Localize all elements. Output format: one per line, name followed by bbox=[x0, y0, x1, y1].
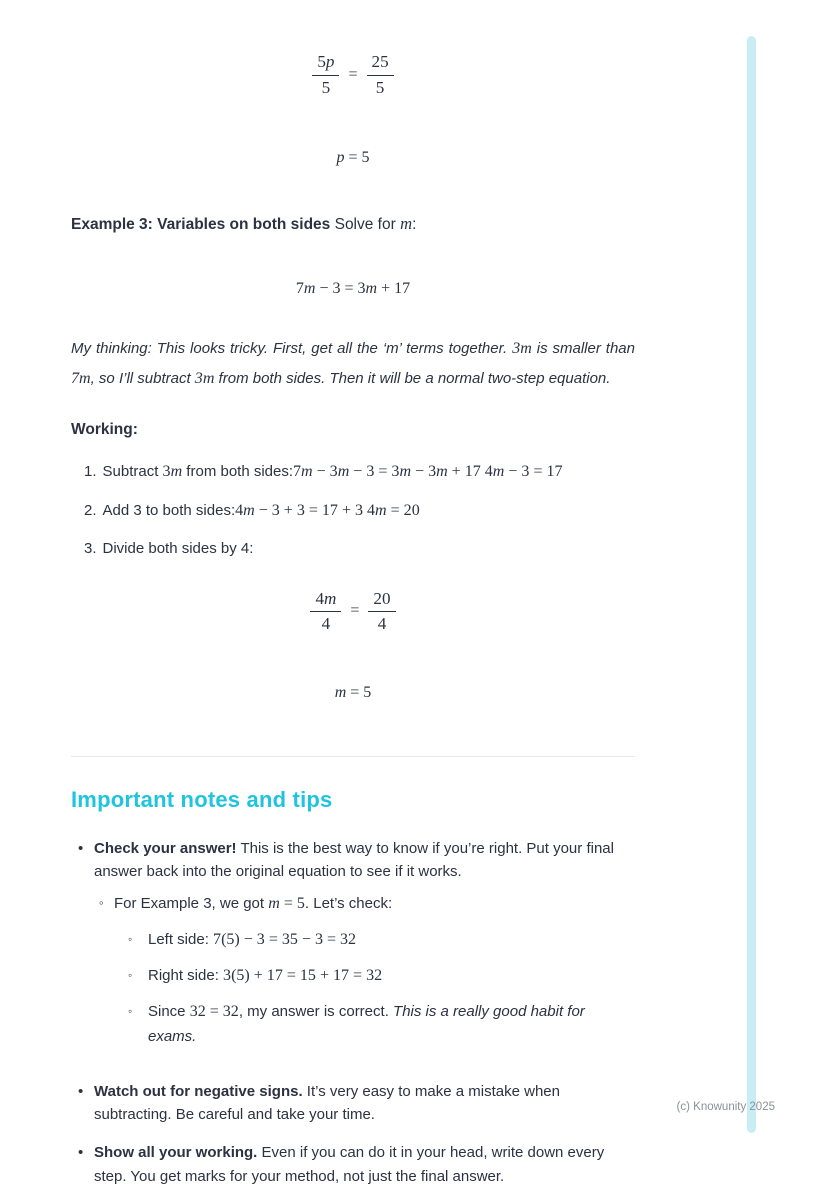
step-equation-math: 7m − 3m − 3 = 3m − 3m + 17 4m − 3 = 17 bbox=[293, 462, 563, 480]
copyright-footer: (c) Knowunity 2025 bbox=[676, 1101, 775, 1113]
decorative-side-bar bbox=[747, 36, 756, 1133]
check-math: 32 = 32 bbox=[189, 1002, 239, 1020]
sub-note-plain: . Let’s check: bbox=[304, 895, 393, 913]
check-plain: Right side: bbox=[148, 966, 224, 984]
step-equation-math: 4m − 3 + 3 = 17 + 3 4m = 20 bbox=[235, 501, 420, 519]
step-text bbox=[103, 499, 420, 524]
step-text bbox=[103, 537, 254, 560]
notes-heading: Important notes and tips bbox=[71, 786, 333, 812]
fraction-numerator: 20 bbox=[368, 589, 395, 613]
thinking-text: , so I’ll subtract bbox=[90, 369, 195, 387]
step-text-plain: from both sides: bbox=[182, 462, 294, 480]
working-label: Working: bbox=[71, 420, 138, 438]
example3-title-rest: Solve for bbox=[330, 215, 401, 233]
equals-sign: = bbox=[348, 65, 358, 83]
check-plain: Left side: bbox=[148, 931, 214, 949]
sub-note-plain: For Example 3, we got bbox=[114, 895, 269, 913]
bullet-icon bbox=[78, 1080, 94, 1127]
example3-title-punct: : bbox=[412, 215, 417, 233]
thinking-text: from both sides. Then it will be a normal two-step equation. bbox=[214, 369, 611, 387]
fraction-numerator: 5p bbox=[312, 52, 339, 76]
fraction-left bbox=[312, 52, 339, 98]
note-text bbox=[94, 837, 635, 1065]
sub-bullet-icon bbox=[99, 892, 114, 1059]
note-sub-bullet-example3-check bbox=[99, 892, 635, 1059]
check-plain: , my answer is correct. bbox=[238, 1002, 394, 1020]
fraction-right bbox=[368, 589, 395, 635]
check-conclusion-item bbox=[128, 1000, 635, 1048]
note-body-text: This is the best way to know if you’re right. Put your final answer back into the original equation to see if it works. bbox=[94, 839, 614, 880]
step-inline-math: 3m bbox=[162, 462, 183, 480]
check-conclusion-text bbox=[148, 1000, 635, 1048]
fraction-denominator: 5 bbox=[321, 77, 331, 97]
sub-bullet-icon bbox=[128, 964, 148, 989]
working-steps-list bbox=[71, 460, 635, 561]
note-body-text: It’s very easy to make a mistake when subtracting. Be careful and take your time. bbox=[94, 1082, 560, 1124]
fraction-denominator: 4 bbox=[321, 614, 331, 634]
sub-bullet-icon bbox=[128, 928, 148, 953]
equation-result-m: m = 5 bbox=[334, 683, 372, 701]
fraction-left bbox=[310, 589, 341, 635]
section-divider bbox=[71, 756, 635, 757]
step-text-plain: Divide both sides by 4: bbox=[102, 540, 254, 558]
thinking-math-7m: 7m bbox=[71, 369, 91, 387]
example3-heading bbox=[71, 211, 635, 237]
check-right-side-item bbox=[128, 964, 635, 989]
check-left-text bbox=[148, 928, 635, 953]
check-math: 3(5) + 17 = 15 + 17 = 32 bbox=[223, 966, 383, 984]
note-text bbox=[94, 1080, 635, 1127]
note-bold-lead: Check your answer! bbox=[94, 839, 237, 857]
content-column bbox=[71, 0, 635, 1203]
fraction-denominator: 5 bbox=[375, 77, 385, 97]
thinking-math-3m: 3m bbox=[512, 339, 532, 357]
check-left-side-item bbox=[128, 928, 635, 953]
note-bullet-check-answer bbox=[78, 837, 635, 1065]
thinking-math-3m-2: 3m bbox=[194, 369, 215, 387]
note-bold-lead: Show all your working. bbox=[94, 1144, 258, 1162]
sub-note-text bbox=[114, 892, 635, 1059]
example3-title-bold: Example 3: Variables on both sides bbox=[71, 215, 331, 233]
thinking-paragraph bbox=[71, 334, 635, 394]
step-number: 1. bbox=[84, 462, 97, 480]
equation-result-p: p = 5 bbox=[336, 149, 370, 167]
example3-variable: m bbox=[400, 213, 413, 233]
sub-note-math: m = 5 bbox=[268, 895, 305, 913]
step-item-2 bbox=[71, 499, 635, 524]
step-text-plain: Subtract bbox=[102, 462, 163, 480]
note-bold-lead: Watch out for negative signs. bbox=[94, 1082, 303, 1100]
fraction-numerator: 25 bbox=[367, 52, 394, 76]
equation-fraction-block-2 bbox=[71, 589, 635, 635]
thinking-text: My thinking: This looks tricky. First, get all the ‘m’ terms together. bbox=[71, 339, 513, 357]
fraction-right bbox=[367, 52, 394, 98]
note-text bbox=[94, 1141, 635, 1188]
check-right-text bbox=[148, 964, 635, 989]
bullet-icon bbox=[78, 837, 94, 1065]
note-bullet-show-working bbox=[78, 1141, 635, 1188]
note-body-text: Even if you can do it in your head, write down every step. You get marks for your method, not just the final answer. bbox=[94, 1144, 605, 1185]
note-bullet-negative-signs bbox=[78, 1080, 635, 1127]
step-text-plain: Add 3 to both sides: bbox=[102, 501, 236, 519]
step-number: 3. bbox=[84, 540, 97, 558]
step-item-1 bbox=[71, 460, 635, 485]
fraction-denominator: 4 bbox=[377, 614, 387, 634]
bullet-icon bbox=[78, 1141, 94, 1188]
equation-fraction-block-1 bbox=[71, 52, 635, 98]
thinking-text: is smaller than bbox=[531, 339, 635, 357]
step-text bbox=[103, 460, 563, 485]
step-item-3 bbox=[71, 537, 635, 560]
sub-bullet-icon bbox=[128, 1000, 148, 1048]
check-italic-note: This is a really good habit for exams. bbox=[148, 1002, 585, 1045]
step-number: 2. bbox=[84, 501, 97, 519]
check-math: 7(5) − 3 = 35 − 3 = 32 bbox=[213, 931, 357, 949]
example3-equation: 7m − 3 = 3m + 17 bbox=[295, 279, 411, 297]
fraction-numerator: 4m bbox=[310, 589, 341, 613]
check-plain: Since bbox=[148, 1002, 190, 1020]
equals-sign: = bbox=[350, 602, 360, 620]
notes-list bbox=[71, 837, 635, 1188]
